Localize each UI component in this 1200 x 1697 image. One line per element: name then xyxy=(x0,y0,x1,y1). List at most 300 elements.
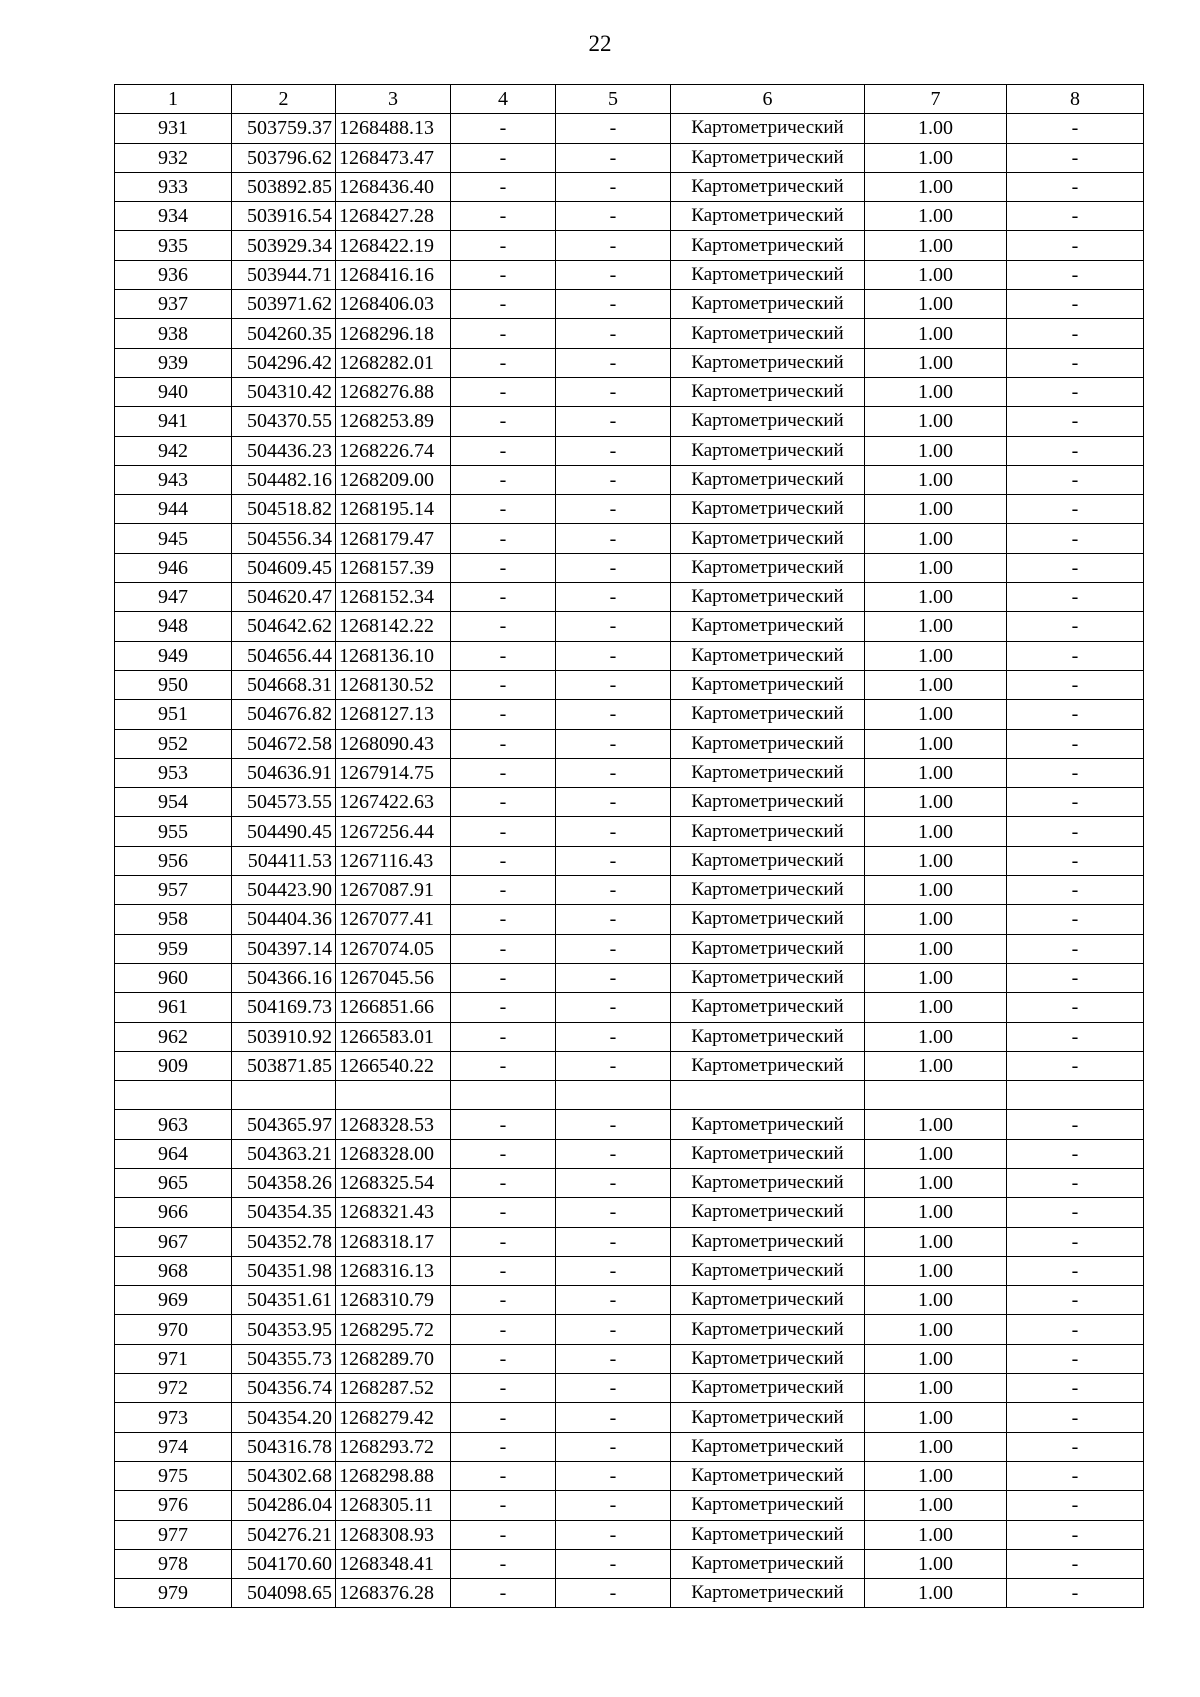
table-cell: 1.00 xyxy=(865,1403,1007,1432)
table-cell: - xyxy=(1007,1110,1144,1139)
table-cell: 941 xyxy=(115,407,232,436)
table-cell: - xyxy=(556,319,671,348)
table-cell: - xyxy=(451,495,556,524)
table-cell: 1268310.79 xyxy=(336,1286,451,1315)
table-cell: - xyxy=(451,641,556,670)
table-cell: - xyxy=(556,260,671,289)
column-header-1: 1 xyxy=(115,85,232,114)
table-cell: 504098.65 xyxy=(232,1579,336,1608)
table-cell: - xyxy=(1007,905,1144,934)
table-cell: - xyxy=(1007,1432,1144,1461)
table-cell: 1.00 xyxy=(865,817,1007,846)
table-cell: - xyxy=(451,553,556,582)
table-cell: 504636.91 xyxy=(232,758,336,787)
table-cell: 1.00 xyxy=(865,670,1007,699)
table-cell: Картометрический xyxy=(671,1022,865,1051)
table-cell: - xyxy=(1007,1139,1144,1168)
table-cell: 504302.68 xyxy=(232,1461,336,1490)
table-row xyxy=(115,377,1144,406)
column-header-6: 6 xyxy=(671,85,865,114)
table-cell: 1268406.03 xyxy=(336,290,451,319)
column-header-3: 3 xyxy=(336,85,451,114)
table-cell: - xyxy=(451,993,556,1022)
table-cell: 1268296.18 xyxy=(336,319,451,348)
table-cell: - xyxy=(1007,172,1144,201)
table-cell: 503910.92 xyxy=(232,1022,336,1051)
table-cell: 1266583.01 xyxy=(336,1022,451,1051)
table-cell: - xyxy=(451,1461,556,1490)
table-cell: 1.00 xyxy=(865,1256,1007,1285)
table-cell: - xyxy=(556,465,671,494)
table-cell: - xyxy=(1007,260,1144,289)
table-cell: 1.00 xyxy=(865,641,1007,670)
table-cell: - xyxy=(451,1110,556,1139)
table-cell: - xyxy=(556,407,671,436)
table-cell: - xyxy=(451,729,556,758)
table-cell: 1.00 xyxy=(865,1432,1007,1461)
table-cell: 1.00 xyxy=(865,846,1007,875)
table-cell: 965 xyxy=(115,1168,232,1197)
table-cell: 503796.62 xyxy=(232,143,336,172)
table-cell: - xyxy=(1007,758,1144,787)
table-row xyxy=(115,143,1144,172)
table-row xyxy=(115,1403,1144,1432)
column-header-5: 5 xyxy=(556,85,671,114)
table-cell xyxy=(336,1081,451,1110)
table-cell: 504370.55 xyxy=(232,407,336,436)
table-cell: 951 xyxy=(115,700,232,729)
table-cell: - xyxy=(451,1549,556,1578)
table-cell: - xyxy=(1007,553,1144,582)
table-cell: - xyxy=(1007,1315,1144,1344)
table-cell: - xyxy=(1007,290,1144,319)
table-cell: 504397.14 xyxy=(232,934,336,963)
table-cell: - xyxy=(1007,1286,1144,1315)
table-cell: 1.00 xyxy=(865,553,1007,582)
table-cell: - xyxy=(451,407,556,436)
table-cell: 504668.31 xyxy=(232,670,336,699)
table-cell: 1268348.41 xyxy=(336,1549,451,1578)
table-cell: - xyxy=(451,202,556,231)
table-cell: - xyxy=(556,1022,671,1051)
table-cell: - xyxy=(451,143,556,172)
table-row xyxy=(115,1110,1144,1139)
table-cell: 1.00 xyxy=(865,1198,1007,1227)
table-cell: 1.00 xyxy=(865,260,1007,289)
column-header-7: 7 xyxy=(865,85,1007,114)
table-cell: 947 xyxy=(115,583,232,612)
table-cell: Картометрический xyxy=(671,202,865,231)
table-cell: 504490.45 xyxy=(232,817,336,846)
table-row xyxy=(115,319,1144,348)
table-cell: 1268130.52 xyxy=(336,670,451,699)
table-cell: 504609.45 xyxy=(232,553,336,582)
table-cell: 1267116.43 xyxy=(336,846,451,875)
table-cell: Картометрический xyxy=(671,583,865,612)
table-cell: 1268473.47 xyxy=(336,143,451,172)
table-cell: - xyxy=(556,436,671,465)
table-row xyxy=(115,700,1144,729)
table-cell: - xyxy=(451,1227,556,1256)
table-cell: 967 xyxy=(115,1227,232,1256)
table-cell: 1268422.19 xyxy=(336,231,451,260)
table-cell: - xyxy=(451,319,556,348)
table-cell: Картометрический xyxy=(671,905,865,934)
table-cell: 1.00 xyxy=(865,583,1007,612)
table-cell xyxy=(865,1081,1007,1110)
table-cell: - xyxy=(451,1256,556,1285)
table-cell: Картометрический xyxy=(671,846,865,875)
table-cell: Картометрический xyxy=(671,758,865,787)
table-cell: 1.00 xyxy=(865,377,1007,406)
table-cell: 931 xyxy=(115,114,232,143)
table-cell: 1.00 xyxy=(865,1168,1007,1197)
table-cell: - xyxy=(1007,1549,1144,1578)
table-cell: 909 xyxy=(115,1051,232,1080)
table-cell: Картометрический xyxy=(671,1344,865,1373)
table-cell: - xyxy=(556,524,671,553)
table-cell: Картометрический xyxy=(671,729,865,758)
table-cell: Картометрический xyxy=(671,114,865,143)
table-cell: - xyxy=(556,495,671,524)
table-cell: 1268328.00 xyxy=(336,1139,451,1168)
table-cell: 503929.34 xyxy=(232,231,336,260)
table-header xyxy=(115,85,1144,114)
table-cell: - xyxy=(556,934,671,963)
table-cell: 1268308.93 xyxy=(336,1520,451,1549)
table-cell: 504404.36 xyxy=(232,905,336,934)
table-cell: - xyxy=(1007,846,1144,875)
table-row xyxy=(115,612,1144,641)
table-cell: 944 xyxy=(115,495,232,524)
table-cell: - xyxy=(1007,670,1144,699)
table-cell: 504286.04 xyxy=(232,1491,336,1520)
table-row xyxy=(115,1139,1144,1168)
table-cell: - xyxy=(1007,231,1144,260)
table-cell: 1.00 xyxy=(865,1227,1007,1256)
table-cell: - xyxy=(556,1315,671,1344)
table-cell: Картометрический xyxy=(671,1461,865,1490)
table-cell: Картометрический xyxy=(671,407,865,436)
table-cell: 974 xyxy=(115,1432,232,1461)
table-cell: 1268282.01 xyxy=(336,348,451,377)
table-cell: 503892.85 xyxy=(232,172,336,201)
table-cell: - xyxy=(451,114,556,143)
table-cell: 1.00 xyxy=(865,114,1007,143)
table-cell: 1268298.88 xyxy=(336,1461,451,1490)
table-cell: 1268279.42 xyxy=(336,1403,451,1432)
table-cell: 948 xyxy=(115,612,232,641)
table-cell: - xyxy=(1007,1520,1144,1549)
table-cell: 504310.42 xyxy=(232,377,336,406)
table-cell: 1268142.22 xyxy=(336,612,451,641)
table-cell: - xyxy=(1007,817,1144,846)
table-cell: Картометрический xyxy=(671,348,865,377)
table-cell: 504353.95 xyxy=(232,1315,336,1344)
table-cell: 503971.62 xyxy=(232,290,336,319)
table-cell: 1268305.11 xyxy=(336,1491,451,1520)
table-cell: - xyxy=(1007,377,1144,406)
table-cell: - xyxy=(556,817,671,846)
table-row xyxy=(115,817,1144,846)
table-cell: - xyxy=(451,876,556,905)
table-row xyxy=(115,758,1144,787)
table-cell: - xyxy=(1007,993,1144,1022)
table-row xyxy=(115,729,1144,758)
table-cell: 1.00 xyxy=(865,1461,1007,1490)
table-row xyxy=(115,934,1144,963)
table-row xyxy=(115,876,1144,905)
table-cell: 953 xyxy=(115,758,232,787)
table-cell: 1268376.28 xyxy=(336,1579,451,1608)
table-cell: - xyxy=(556,1374,671,1403)
table-cell: - xyxy=(451,1051,556,1080)
table-cell: 1.00 xyxy=(865,436,1007,465)
table-row xyxy=(115,1022,1144,1051)
table-row xyxy=(115,583,1144,612)
table-cell: - xyxy=(1007,143,1144,172)
table-cell: - xyxy=(451,231,556,260)
table-cell: - xyxy=(1007,1344,1144,1373)
table-cell xyxy=(232,1081,336,1110)
table-cell: 972 xyxy=(115,1374,232,1403)
table-cell: 1.00 xyxy=(865,1315,1007,1344)
table-cell: 966 xyxy=(115,1198,232,1227)
table-cell: Картометрический xyxy=(671,172,865,201)
table-cell: - xyxy=(556,1579,671,1608)
table-cell: 504423.90 xyxy=(232,876,336,905)
table-cell: 976 xyxy=(115,1491,232,1520)
table-cell: 961 xyxy=(115,993,232,1022)
table-cell: 1.00 xyxy=(865,1374,1007,1403)
table-cell: - xyxy=(556,1198,671,1227)
table-cell: - xyxy=(1007,700,1144,729)
table-cell: 1.00 xyxy=(865,700,1007,729)
table-row xyxy=(115,260,1144,289)
table-cell: - xyxy=(556,1432,671,1461)
table-cell: 1268179.47 xyxy=(336,524,451,553)
table-row xyxy=(115,553,1144,582)
table-row xyxy=(115,1374,1144,1403)
table-cell: - xyxy=(556,963,671,992)
table-cell: - xyxy=(1007,114,1144,143)
table-cell: - xyxy=(451,1432,556,1461)
table-cell: 504260.35 xyxy=(232,319,336,348)
table-cell: 1.00 xyxy=(865,1286,1007,1315)
table-row xyxy=(115,436,1144,465)
table-cell: - xyxy=(451,1344,556,1373)
table-cell: 934 xyxy=(115,202,232,231)
table-cell: - xyxy=(556,1520,671,1549)
table-cell: 1.00 xyxy=(865,495,1007,524)
table-row xyxy=(115,1491,1144,1520)
table-cell: - xyxy=(556,846,671,875)
table-cell: 504354.35 xyxy=(232,1198,336,1227)
table-cell: Картометрический xyxy=(671,817,865,846)
table-cell: 1268253.89 xyxy=(336,407,451,436)
table-cell: 504316.78 xyxy=(232,1432,336,1461)
table-cell: Картометрический xyxy=(671,231,865,260)
table-cell: 504351.98 xyxy=(232,1256,336,1285)
table-cell: - xyxy=(556,290,671,319)
table-cell: 503759.37 xyxy=(232,114,336,143)
table-cell: - xyxy=(556,1491,671,1520)
table-cell: 1268321.43 xyxy=(336,1198,451,1227)
table-cell: 504169.73 xyxy=(232,993,336,1022)
table-cell: 933 xyxy=(115,172,232,201)
table-row xyxy=(115,1286,1144,1315)
table-row xyxy=(115,465,1144,494)
table-cell: - xyxy=(451,1168,556,1197)
table-cell: - xyxy=(1007,202,1144,231)
table-cell: Картометрический xyxy=(671,290,865,319)
table-cell: - xyxy=(451,436,556,465)
table-cell: 1.00 xyxy=(865,963,1007,992)
table-cell: Картометрический xyxy=(671,788,865,817)
table-row xyxy=(115,670,1144,699)
header-row xyxy=(115,85,1144,114)
table-cell: - xyxy=(1007,963,1144,992)
table-cell: Картометрический xyxy=(671,670,865,699)
table-row xyxy=(115,1315,1144,1344)
table-cell: 1267074.05 xyxy=(336,934,451,963)
table-cell: 1268436.40 xyxy=(336,172,451,201)
table-cell: - xyxy=(451,172,556,201)
table-cell: 504642.62 xyxy=(232,612,336,641)
table-cell xyxy=(556,1081,671,1110)
table-cell xyxy=(671,1081,865,1110)
table-row xyxy=(115,348,1144,377)
table-cell: - xyxy=(556,1256,671,1285)
table-cell: - xyxy=(556,641,671,670)
table-cell: 950 xyxy=(115,670,232,699)
table-cell: 935 xyxy=(115,231,232,260)
table-cell: - xyxy=(451,1286,556,1315)
table-cell: - xyxy=(451,817,556,846)
table-cell: Картометрический xyxy=(671,1549,865,1578)
table-cell: - xyxy=(451,1315,556,1344)
table-row xyxy=(115,993,1144,1022)
table-cell: 1267077.41 xyxy=(336,905,451,934)
table-cell: Картометрический xyxy=(671,934,865,963)
table-cell: 504656.44 xyxy=(232,641,336,670)
table-cell: - xyxy=(1007,495,1144,524)
table-cell: 1268226.74 xyxy=(336,436,451,465)
table-cell: 504358.26 xyxy=(232,1168,336,1197)
table-cell: 1.00 xyxy=(865,788,1007,817)
table-cell: Картометрический xyxy=(671,876,865,905)
table-cell: 1.00 xyxy=(865,612,1007,641)
table-cell: 979 xyxy=(115,1579,232,1608)
table-cell: 977 xyxy=(115,1520,232,1549)
column-header-2: 2 xyxy=(232,85,336,114)
table-cell: 1.00 xyxy=(865,524,1007,553)
table-cell xyxy=(115,1081,232,1110)
table-cell: - xyxy=(1007,1051,1144,1080)
table-cell: 955 xyxy=(115,817,232,846)
table-cell: - xyxy=(556,1139,671,1168)
table-cell: 1268325.54 xyxy=(336,1168,451,1197)
table-row xyxy=(115,495,1144,524)
table-cell: 1268293.72 xyxy=(336,1432,451,1461)
table-cell: 1.00 xyxy=(865,407,1007,436)
table-cell: - xyxy=(1007,583,1144,612)
table-body xyxy=(115,114,1144,1608)
table-cell: - xyxy=(556,202,671,231)
table-cell: 1268316.13 xyxy=(336,1256,451,1285)
table-cell: 504676.82 xyxy=(232,700,336,729)
table-row xyxy=(115,231,1144,260)
table-cell: - xyxy=(1007,1403,1144,1432)
table-cell: 1268318.17 xyxy=(336,1227,451,1256)
table-cell: - xyxy=(556,114,671,143)
table-cell: - xyxy=(1007,612,1144,641)
table-cell: 1267914.75 xyxy=(336,758,451,787)
table-cell: 1.00 xyxy=(865,1520,1007,1549)
table-cell: - xyxy=(556,231,671,260)
table-cell: - xyxy=(1007,1022,1144,1051)
table-cell: - xyxy=(451,583,556,612)
table-cell: 1.00 xyxy=(865,1491,1007,1520)
table-cell: - xyxy=(451,260,556,289)
table-cell: Картометрический xyxy=(671,1315,865,1344)
table-cell: 957 xyxy=(115,876,232,905)
table-cell: - xyxy=(451,1520,556,1549)
table-row xyxy=(115,1168,1144,1197)
table-cell: 1268289.70 xyxy=(336,1344,451,1373)
table-row xyxy=(115,1520,1144,1549)
table-cell: 504351.61 xyxy=(232,1286,336,1315)
table-cell: - xyxy=(451,465,556,494)
table-cell: 958 xyxy=(115,905,232,934)
table-cell: Картометрический xyxy=(671,1256,865,1285)
table-cell: 504363.21 xyxy=(232,1139,336,1168)
table-cell: - xyxy=(556,583,671,612)
table-cell: - xyxy=(451,612,556,641)
table-cell: - xyxy=(451,1579,556,1608)
table-cell: 946 xyxy=(115,553,232,582)
table-row xyxy=(115,1461,1144,1490)
table-cell: 1.00 xyxy=(865,348,1007,377)
table-cell: - xyxy=(451,700,556,729)
table-cell: 503916.54 xyxy=(232,202,336,231)
table-cell xyxy=(451,1081,556,1110)
table-cell: 1266540.22 xyxy=(336,1051,451,1080)
table-cell: Картометрический xyxy=(671,1403,865,1432)
table-cell: Картометрический xyxy=(671,1374,865,1403)
table-cell: 939 xyxy=(115,348,232,377)
table-cell: Картометрический xyxy=(671,1432,865,1461)
table-cell: - xyxy=(556,905,671,934)
table-cell: Картометрический xyxy=(671,700,865,729)
table-cell: Картометрический xyxy=(671,553,865,582)
table-cell: Картометрический xyxy=(671,524,865,553)
table-cell: 952 xyxy=(115,729,232,758)
table-cell: 504365.97 xyxy=(232,1110,336,1139)
table-cell: Картометрический xyxy=(671,436,865,465)
table-cell: 504355.73 xyxy=(232,1344,336,1373)
table-cell: - xyxy=(1007,729,1144,758)
table-cell: - xyxy=(556,670,671,699)
table-cell: - xyxy=(451,905,556,934)
table-cell: 936 xyxy=(115,260,232,289)
table-row xyxy=(115,1051,1144,1080)
table-cell: - xyxy=(1007,465,1144,494)
table-cell: 504356.74 xyxy=(232,1374,336,1403)
table-cell: Картометрический xyxy=(671,1051,865,1080)
table-cell: - xyxy=(1007,1374,1144,1403)
table-row xyxy=(115,846,1144,875)
